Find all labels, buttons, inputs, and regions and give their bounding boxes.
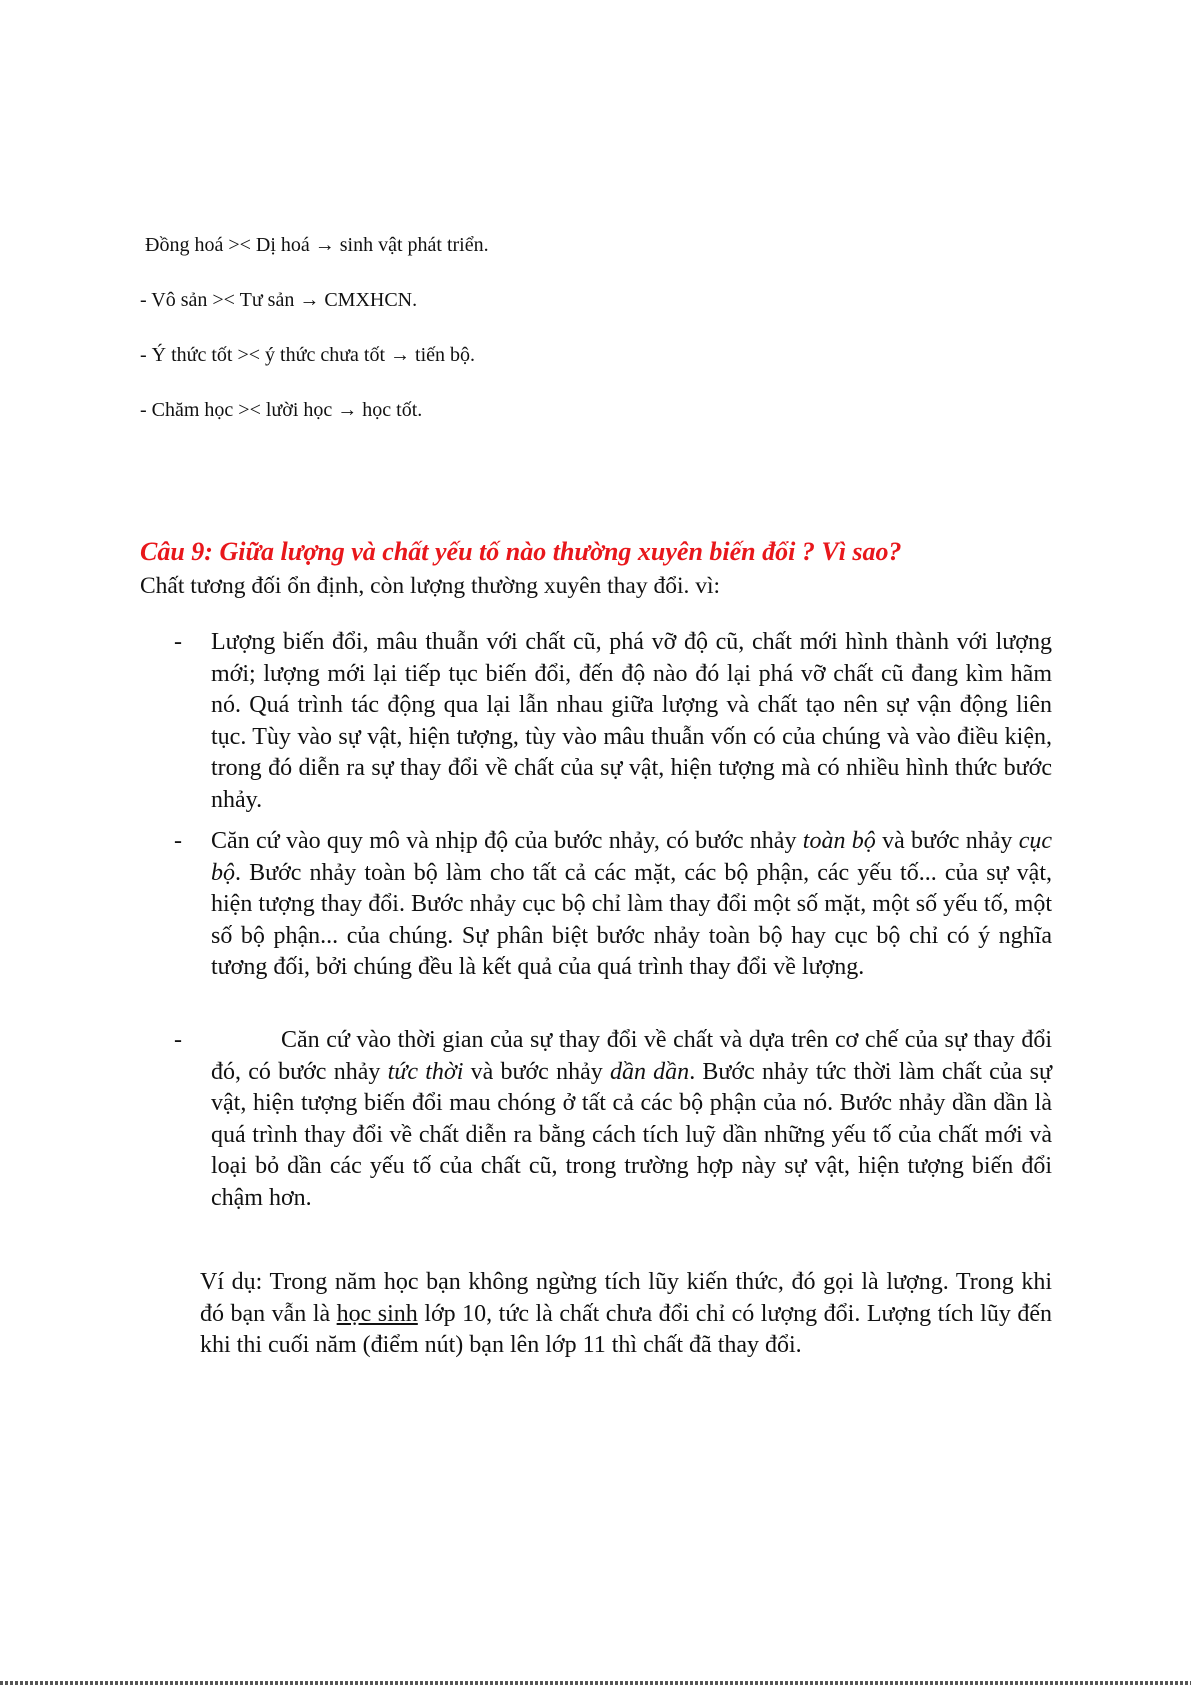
bullet-text-1: Lượng biến đổi, mâu thuẫn với chất cũ, phá vỡ độ cũ, chất mới hình thành với lượng mới; lượng mới lại tiếp tục biến đổi, đến độ nào đó lại phá vỡ chất cũ đang kìm hãm nó. Quá trình tác động qua lại lẫn nhau giữa lượng và chất tạo nên sự vận động liên tục. Tùy vào sự vật, hiện tượng, tùy vào mâu thuẫn vốn có của chúng và vào điều kiện, trong đó diễn ra sự thay đổi về chất của sự vật, hiện tượng mà có nhiều hình thức bước nhảy. [211, 629, 1052, 813]
bullet-text-2-part3: . Bước nhảy toàn bộ làm cho tất cả các mặt, các bộ phận, các yếu tố... của sự vật, hiện tượng thay đổi. Bước nhảy cục bộ chỉ làm thay đổi một số mặt, một số yếu tố, một số bộ phận... của chúng. Sự phân biệt bước nhảy toàn bộ hay cục bộ chỉ có ý nghĩa tương đối, bởi chúng đều là kết quả của quá trình thay đổi về lượng. [211, 859, 1052, 981]
bullet-dash: - [174, 629, 182, 655]
bullet-text-2 [211, 826, 1052, 984]
text-line-assimilation: Đồng hoá >< Dị hoá → sinh vật phát triển. [145, 234, 489, 256]
bullet-item-1 [140, 627, 1052, 817]
example-part1: Ví dụ: Trong năm học bạn không ngừng tích lũy kiến thức, đó gọi là lượng. Trong khi đó bạn vẫn là [200, 1269, 1052, 1327]
text-line-study: - Chăm học >< lười học → học tốt. [140, 399, 423, 421]
term-cuc-bo: cục bộ [211, 828, 1052, 886]
example-part2: lớp 10, tức là chất chưa đổi chỉ có lượng đổi. Lượng tích lũy đến khi thi cuối năm (điểm nút) bạn lên lớp 11 thì chất đã thay đổi. [200, 1300, 1052, 1359]
term-toan-bo: toàn bộ [802, 828, 876, 854]
hoc-sinh-link[interactable]: học sinh [336, 1300, 418, 1327]
term-dan-dan: dần dần [609, 1058, 690, 1085]
bullet-text-3 [211, 1025, 1052, 1215]
term-tuc-thoi: tức thời [387, 1058, 464, 1085]
bullet-text-3-part2: và bước nhảy [463, 1058, 610, 1085]
text-line-awareness: - Ý thức tốt >< ý thức chưa tốt → tiến bộ. [140, 344, 476, 366]
bullet-text-2-part1: Căn cứ vào quy mô và nhịp độ của bước nhảy, có bước nhảy [211, 828, 803, 854]
text-line-proletariat: - Vô sản >< Tư sản → CMXHCN. [140, 289, 418, 311]
bullet-text-3-part3: . Bước nhảy tức thời làm chất của sự vật, hiện tượng biến đổi mau chóng ở tất cả các bộ phận của nó. Bước nhảy dần dần là quá trình thay đổi về chất diễn ra bằng cách tích luỹ dần những yếu tố của chất mới và loại bỏ dần các yếu tố của chất cũ, trong trường hợp này sự vật, hiện tượng biến đổi chậm hơn. [211, 1058, 1053, 1211]
bullet-text-2-part2: và bước nhảy [875, 828, 1019, 854]
page-bottom-edge [0, 1681, 1191, 1685]
bullet-text-3-part1: Căn cứ vào thời gian của sự thay đổi về chất và dựa trên cơ chế của sự thay đổi đó, có bước nhảy [211, 1027, 1052, 1085]
example-paragraph [200, 1267, 1052, 1362]
question-heading: Câu 9: Giữa lượng và chất yếu tố nào thường xuyên biến đổi ? Vì sao? [140, 537, 902, 566]
bullet-dash: - [174, 1027, 182, 1053]
question-intro: Chất tương đối ổn định, còn lượng thường xuyên thay đổi. vì: [140, 573, 721, 599]
bullet-item-2 [140, 826, 1052, 984]
bullet-dash: - [174, 828, 182, 854]
bullet-item-3 [140, 1025, 1052, 1215]
